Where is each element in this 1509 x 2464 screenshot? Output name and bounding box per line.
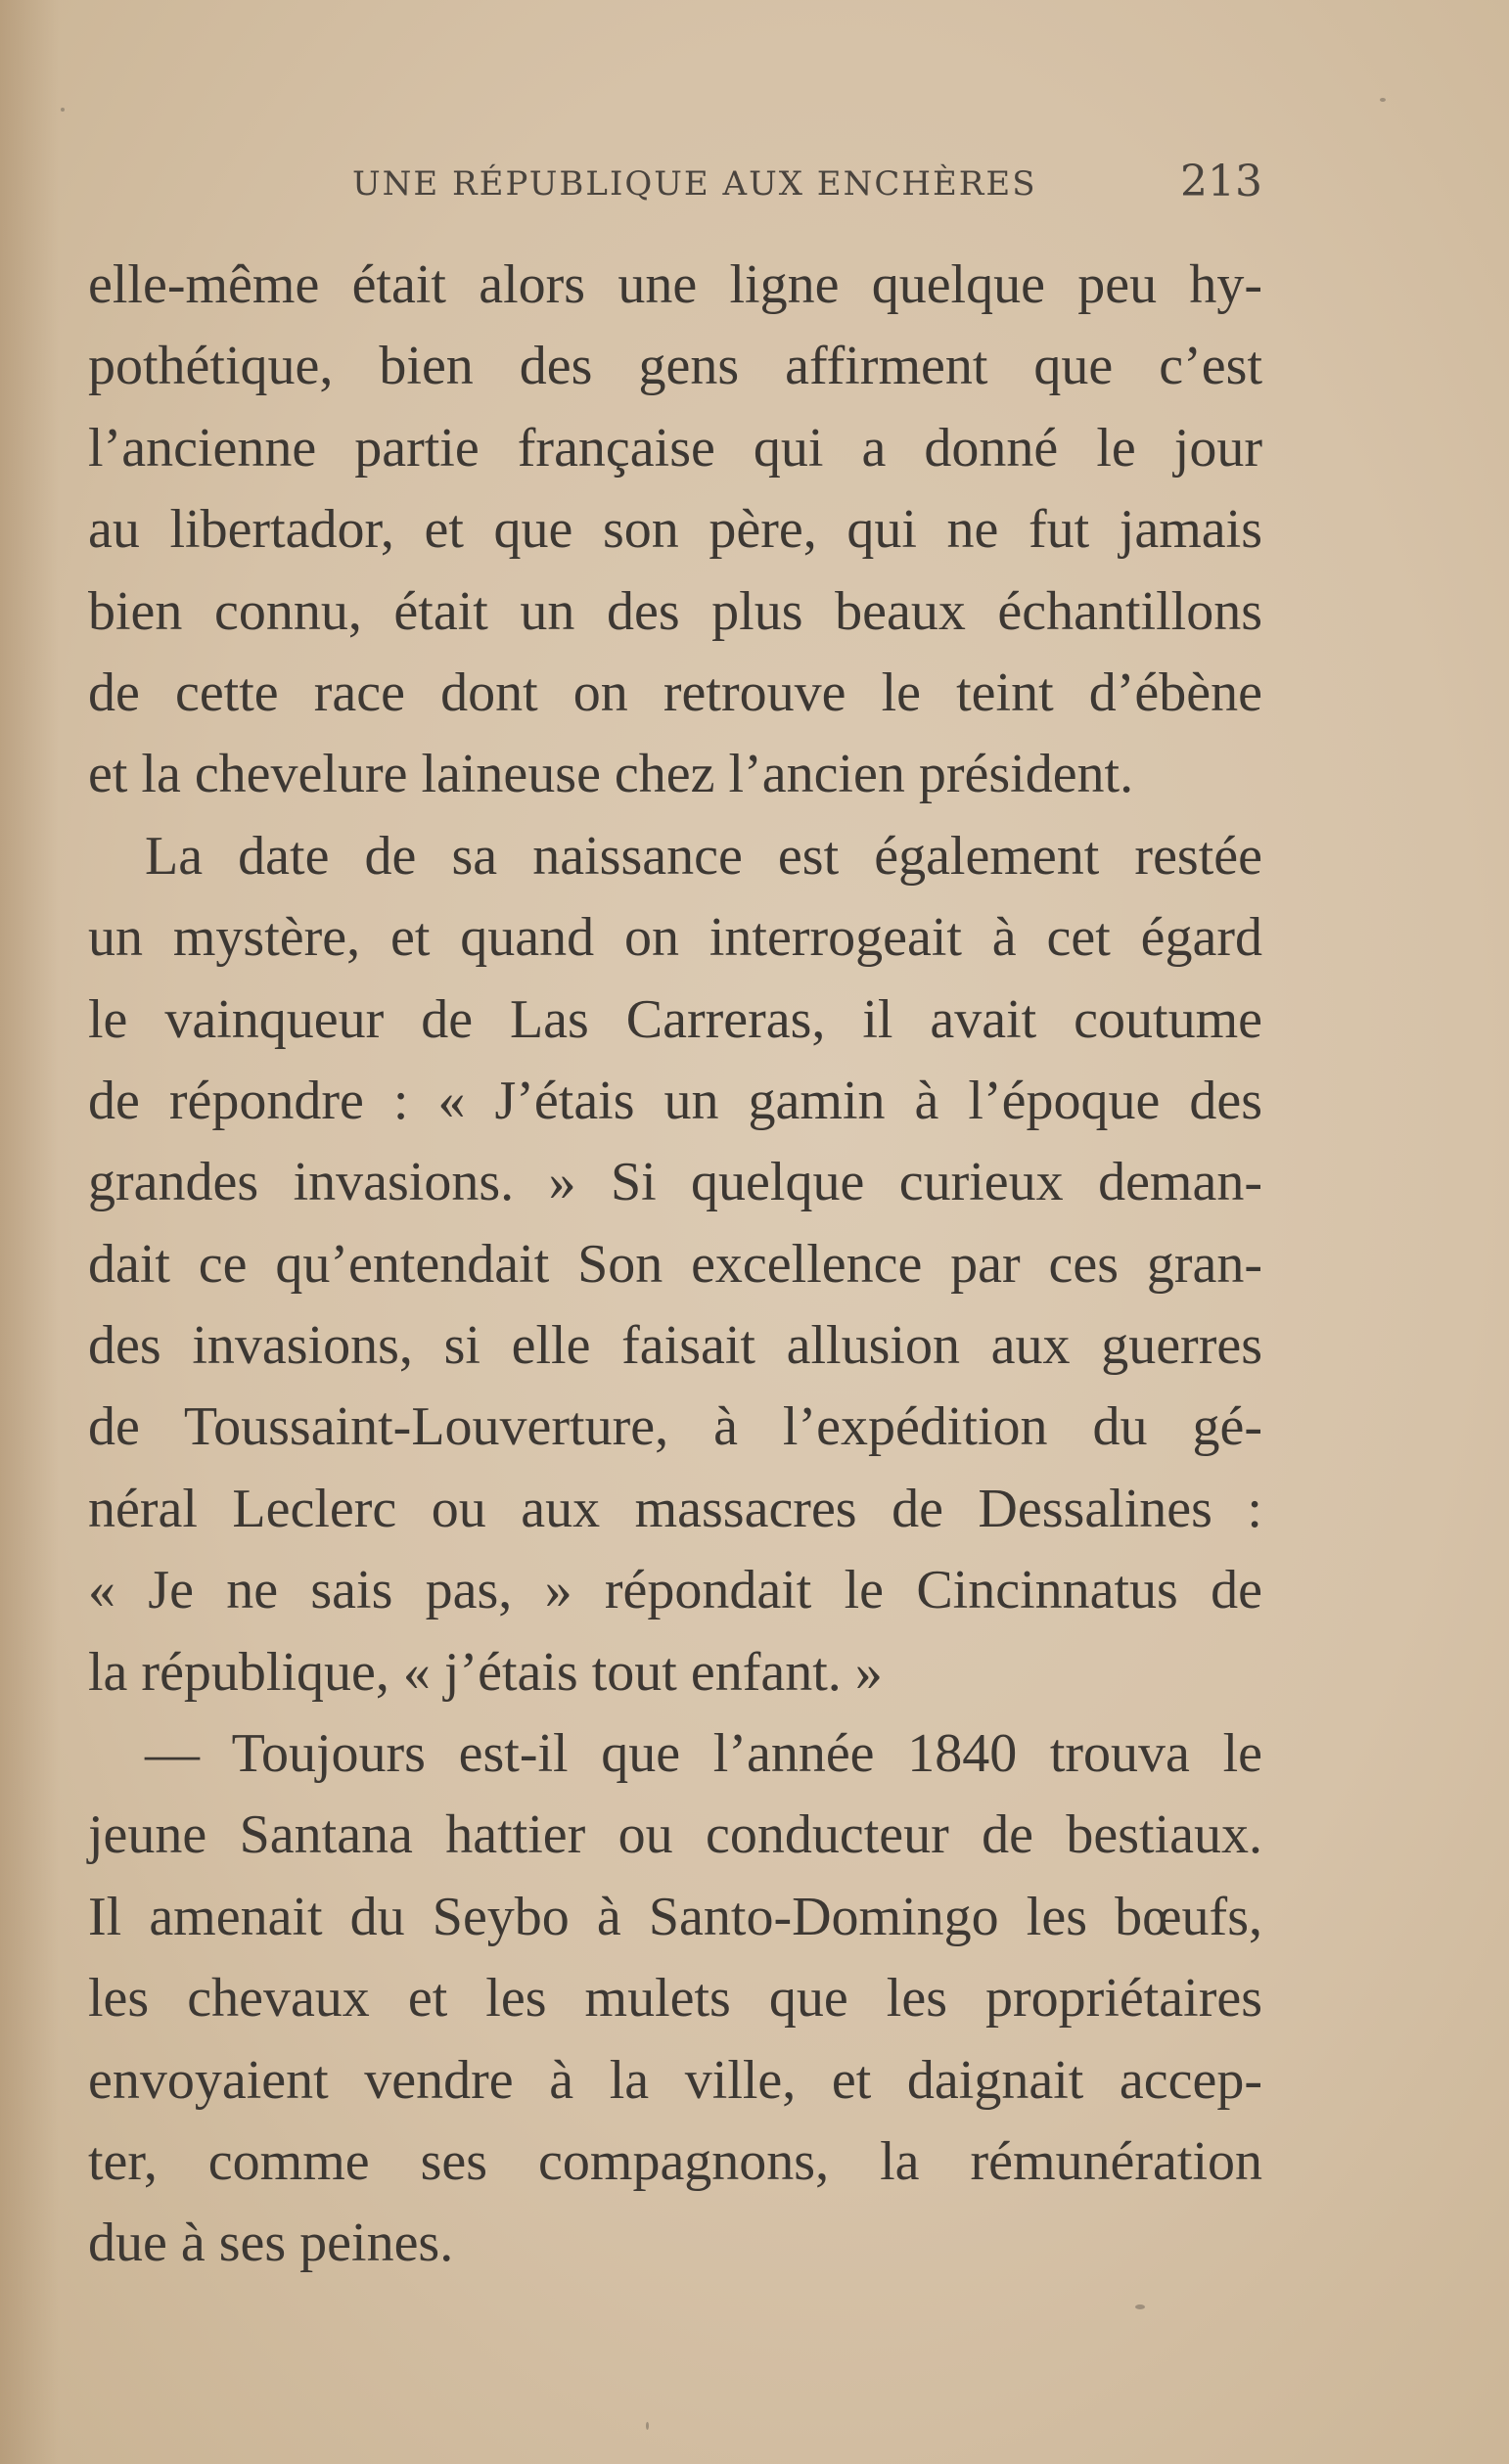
paper-speck [1380,98,1386,102]
text-line: pothétique, bien des gens affirment que c’est [88,336,1262,397]
text-line: de Toussaint-Louverture, à l’expédition du gé- [88,1396,1262,1458]
running-head [352,157,1272,215]
text-line: — Toujours est-il que l’année 1840 trouva le [145,1723,1262,1785]
paper-speck [646,2422,649,2430]
text-line: et la chevelure laineuse chez l’ancien président. [88,744,1134,805]
text-line: l’ancienne partie française qui a donné le jour [88,417,1262,479]
text-line: un mystère, et quand on interrogeait à cet égard [88,907,1262,969]
text-line: néral Leclerc ou aux massacres de Dessalines : [88,1478,1262,1539]
text-line: elle-même était alors une ligne quelque peu hy- [88,254,1262,315]
text-line: grandes invasions. » Si quelque curieux deman- [88,1152,1262,1213]
text-line: « Je ne sais pas, » répondait le Cincinnatus de [88,1560,1262,1621]
text-line: le vainqueur de Las Carreras, il avait coutume [88,988,1262,1050]
running-title: UNE RÉPUBLIQUE AUX ENCHÈRES [352,164,1037,204]
page-number: 213 [1180,157,1262,206]
text-line: des invasions, si elle faisait allusion aux guerres [88,1315,1262,1377]
paper-speck [1135,2304,1145,2309]
text-line: due à ses peines. [88,2213,454,2274]
binding-shadow [0,0,59,2464]
text-line: ter, comme ses compagnons, la rémunération [88,2130,1262,2192]
text-line: Il amenait du Seybo à Santo-Domingo les bœufs, [88,1886,1262,1947]
body-text [88,245,1262,2285]
text-line: de cette race dont on retrouve le teint d’ébène [88,662,1262,723]
text-line: bien connu, était un des plus beaux échantillons [88,580,1262,642]
text-line: de répondre : « J’étais un gamin à l’époque des [88,1070,1262,1131]
paper-speck [61,108,65,112]
text-line: dait ce qu’entendait Son excellence par ces gran- [88,1233,1262,1295]
text-line: au libertador, et que son père, qui ne fut jamais [88,499,1262,561]
text-line: La date de sa naissance est également restée [145,825,1262,887]
text-line: envoyaient vendre à la ville, et daignait accep- [88,2049,1262,2111]
text-line: les chevaux et les mulets que les propriétaires [88,1968,1262,2030]
text-line: la république, « j’étais tout enfant. » [88,1641,883,1703]
text-line: jeune Santana hattier ou conducteur de bestiaux. [88,1804,1262,1866]
